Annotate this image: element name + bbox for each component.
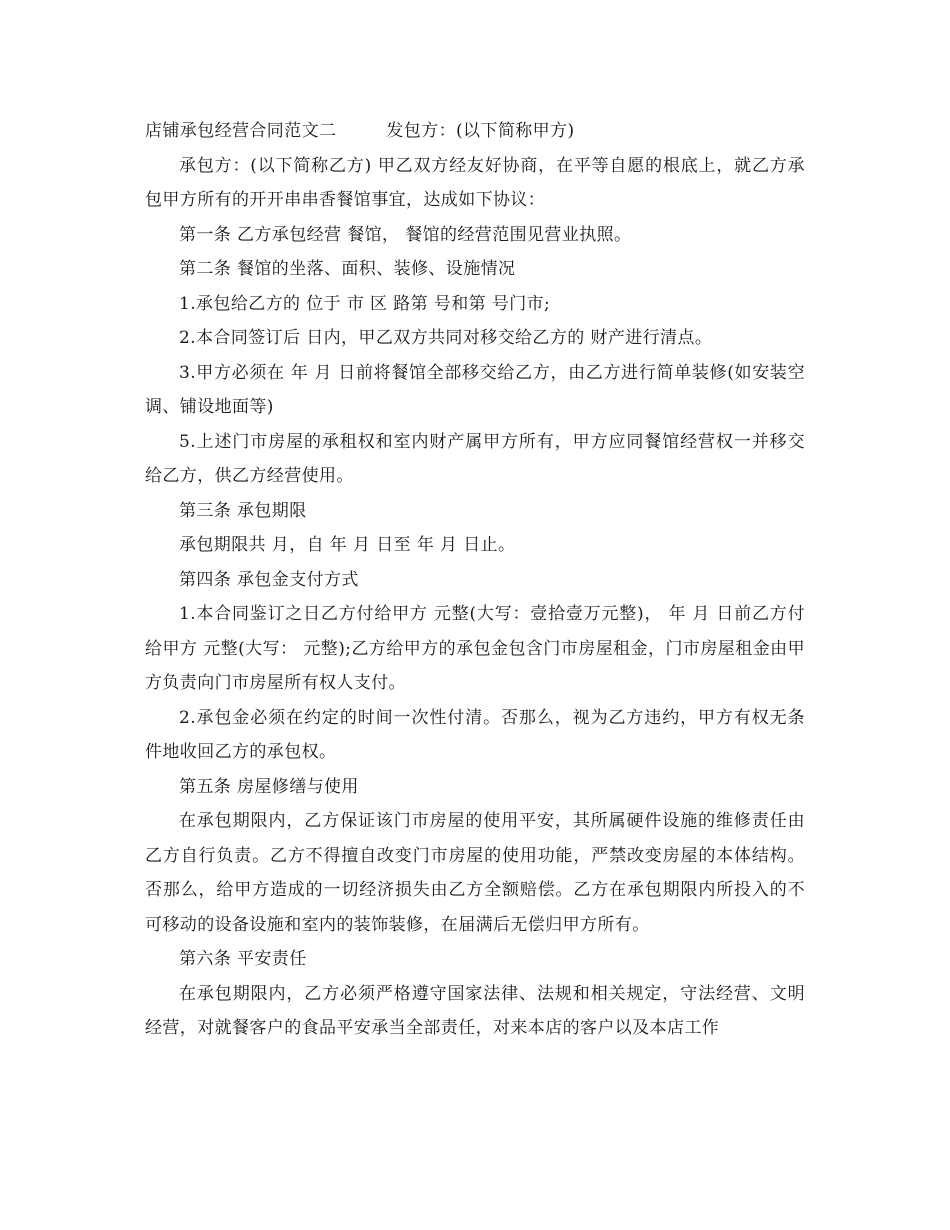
- article-2-item-5: 5.上述门市房屋的承租权和室内财产属甲方所有，甲方应同餐馆经营权一并移交给乙方，供乙方经营使用。: [145, 431, 805, 486]
- article-6-heading: 第六条 平安责任: [179, 949, 307, 969]
- article-4-item-1: 1.本合同鉴订之日乙方付给甲方 元整(大写：壹拾壹万元整)， 年 月 日前乙方付给甲方 元整(大写： 元整);乙方给甲方的承包金包含门市房屋租金，门市房屋租金由甲方负责向门市房屋所有权人支付。: [145, 604, 805, 693]
- article-2-item-1: 1.承包给乙方的 位于 市 区 路第 号和第 号门市;: [179, 293, 551, 314]
- article-2-item-2: 2.本合同签订后 日内，甲乙双方共同对移交给乙方的 财产进行清点。: [179, 328, 713, 348]
- article-4-heading: 第四条 承包金支付方式: [179, 569, 359, 590]
- article-2-item-3: 3.甲方必须在 年 月 日前将餐馆全部移交给乙方，由乙方进行简单装修(如安装空调、铺设地面等): [145, 362, 805, 417]
- article-5-heading: 第五条 房屋修缮与使用: [179, 776, 359, 797]
- article-1: 第一条 乙方承包经营 餐馆， 餐馆的经营范围见营业执照。: [179, 224, 632, 245]
- document-title: 店铺承包经营合同范文二: [145, 121, 337, 141]
- paragraph-contractee: 承包方：(以下简称乙方) 甲乙双方经友好协商，在平等自愿的根底上，就乙方承包甲方所有的开开串串香餐馆事宜，达成如下协议：: [145, 155, 805, 210]
- article-2-heading: 第二条 餐馆的坐落、面积、装修、设施情况: [179, 259, 516, 279]
- article-4-item-2: 2.承包金必须在约定的时间一次性付清。否那么，视为乙方违约，甲方有权无条件地收回乙方的承包权。: [145, 707, 805, 762]
- contractor-party-a: 发包方：(以下简称甲方): [386, 121, 575, 141]
- article-3-body: 承包期限共 月，自 年 月 日至 年 月 日止。: [179, 535, 516, 555]
- article-6-body: 在承包期限内，乙方必须严格遵守国家法律、法规和相关规定，守法经营、文明经营，对就餐客户的食品平安承当全部责任，对来本店的客户以及本店工作: [145, 983, 805, 1038]
- document-title-line: [145, 114, 805, 149]
- article-3-heading: 第三条 承包期限: [179, 500, 307, 521]
- article-5-body: 在承包期限内，乙方保证该门市房屋的使用平安，其所属硬件设施的维修责任由乙方自行负责。乙方不得擅自改变门市房屋的使用功能，严禁改变房屋的本体结构。否那么，给甲方造成的一切经济损失由乙方全额赔偿。乙方在承包期限内所投入的不可移动的设备设施和室内的装饰装修，在届满后无偿归甲方所有。: [145, 811, 805, 935]
- contract-text: [145, 114, 805, 1046]
